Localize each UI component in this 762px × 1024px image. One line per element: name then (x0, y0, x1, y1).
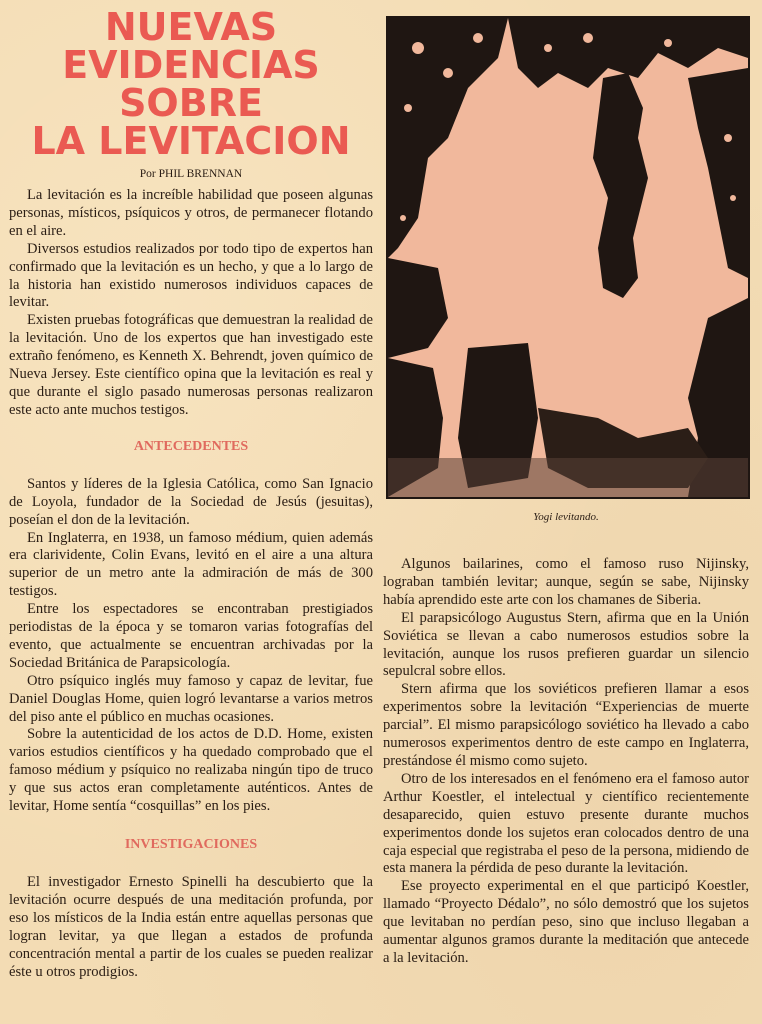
paragraph: Ese proyecto experimental en el que participó Koestler, llamado “Proyecto Dédalo”, no sólo demostró que los sujetos que levitaban no perdían peso, sino que incluso llegaban a aumentar algunos gramos durante la meditación que antecede a la levitación. (383, 878, 749, 966)
byline: Por PHIL BRENNAN (139, 168, 243, 180)
section-investigaciones (9, 874, 373, 981)
paragraph: Santos y líderes de la Iglesia Católica, como San Ignacio de Loyola, fundador de la Sociedad de Jesús (jesuitas), poseían el don de la levitación. (9, 475, 373, 528)
paragraph: En Inglaterra, en 1938, un famoso médium, quien además era clarividente, Colin Evans, levitó en el aire a una altura superior de un metro ante la admiración de más de 300 testigos. (9, 529, 373, 600)
paragraph: Existen pruebas fotográficas que demuestran la realidad de la levitación. Uno de los expertos que han investigado este extraño fenómeno, es Kenneth X. Behrendt, joven químico de Nueva Jersey. Este científico opina que la levitación es real y que durante el siglo pasado numerosas personas realizaron este acto ante muchos testigos. (9, 312, 373, 418)
left-column (9, 0, 373, 981)
section-heading-antecedentes: ANTECEDENTES (133, 438, 249, 454)
paragraph: El parapsicólogo Augustus Stern, afirma que en la Unión Soviética se llevan a cabo numerosos estudios sobre la levitación, aunque los rusos prefieren guardar un silencio sepulcral sobre ellos. (383, 609, 749, 680)
title-line: LA LEVITACION (31, 119, 351, 163)
paragraph: Entre los espectadores se encontraban prestigiados periodistas de la época y se tomaron varias fotografías del evento, que actualmente se encuentran archivadas por la Sociedad Británica de Parapsicología. (9, 601, 373, 671)
article-title (9, 5, 373, 163)
paragraph: Stern afirma que los soviéticos prefieren llamar a esos experimentos sobre la levitación “Experiencias de muerte parcial”. El mismo parapsicólogo soviético ha llevado a cabo numerosos experimentos dentro de este campo en Inglaterra, prestándose él mismo como sujeto. (383, 681, 749, 769)
paragraph: Otro de los interesados en el fenómeno era el famoso autor Arthur Koestler, el intelectual y científico recientemente desaparecido, quien estuvo presente durante muchos experimentos donde los sujetos eran colocados dentro de una caja especial que registraba el peso de la persona, midiendo de esta manera la pérdida de peso durante la levitación. (383, 770, 749, 877)
photo-yogi-levitating (386, 16, 750, 499)
section-antecedentes (9, 476, 373, 816)
paragraph: Algunos bailarines, como el famoso ruso Nijinsky, lograban también levitar; aunque, según se sabe, Nijinsky había aprendido este arte con los chamanes de Siberia. (383, 556, 749, 608)
right-column (383, 556, 749, 968)
section-heading-investigaciones: INVESTIGACIONES (124, 837, 258, 852)
intro (9, 187, 373, 420)
photo-image (388, 18, 748, 497)
title-line: NUEVAS (104, 5, 278, 49)
paragraph: El investigador Ernesto Spinelli ha descubierto que la levitación ocurre después de una meditación profunda, por eso los místicos de la India están entre aquellas personas que logran levitar, ya que llegan a estados de profunda concentración mental a partir de los cuales se pueden realizar éste u otros prodigios. (9, 874, 373, 980)
paragraph: Otro psíquico inglés muy famoso y capaz de levitar, fue Daniel Douglas Home, quien logró levantarse a varios metros del piso ante el público en muchas ocasiones. (9, 672, 373, 725)
paragraph: Diversos estudios realizados por todo tipo de expertos han confirmado que la levitación es un hecho, y que a lo largo de la historia han existido numerosos individuos capaces de levitar. (9, 240, 373, 311)
paragraph: La levitación es la increíble habilidad que poseen algunas personas, místicos, psíquicos y otros, de permanecer flotando en el aire. (9, 187, 373, 239)
photo-caption: Yogi levitando. (533, 511, 599, 523)
title-line: SOBRE (119, 81, 263, 125)
paragraph: Sobre la autenticidad de los actos de D.D. Home, existen varios estudios científicos y ha quedado comprobado que el famoso médium y psíquico no realizaba ningún tipo de truco y que sus actos eran completamente auténticos. Antes de levitar, Home sentía “cosquillas” en los pies. (9, 726, 373, 815)
title-line: EVIDENCIAS (62, 43, 320, 87)
